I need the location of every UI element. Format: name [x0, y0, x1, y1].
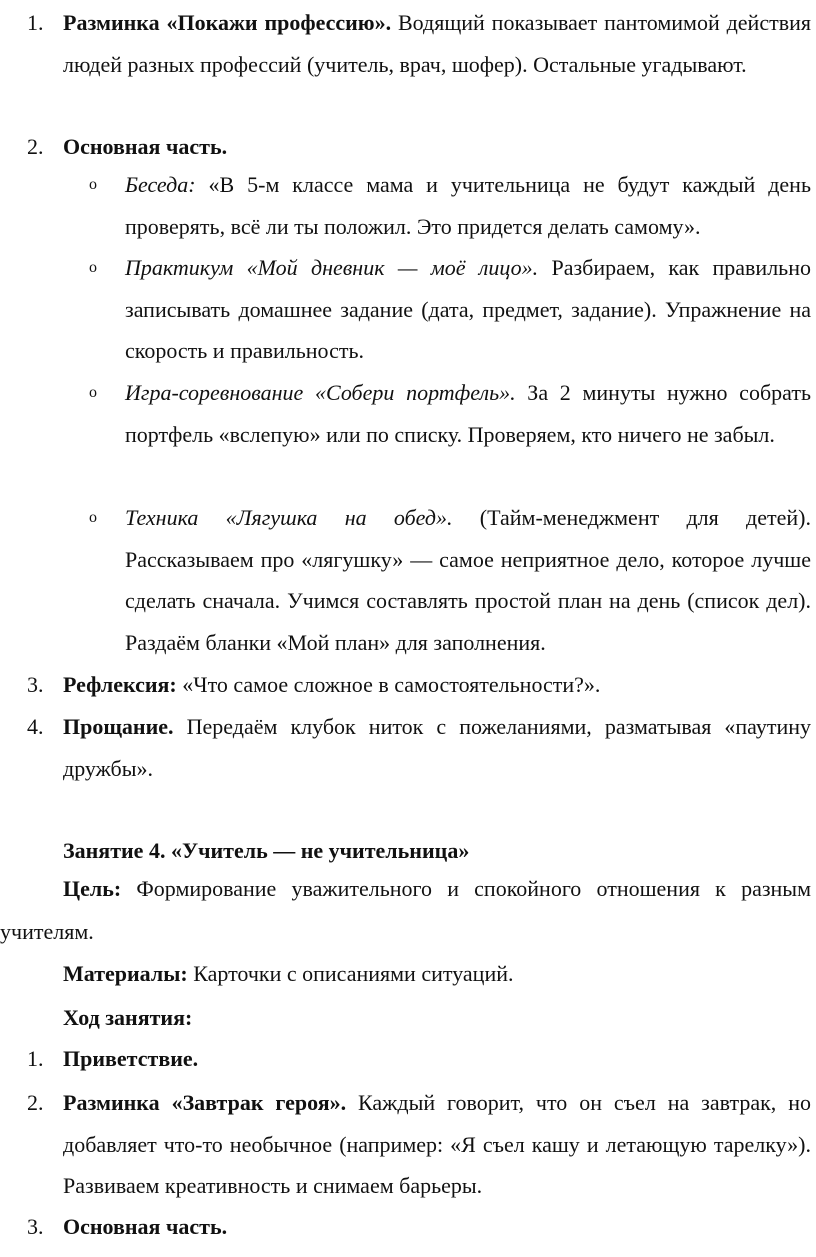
- bullet-icon: o: [89, 176, 97, 193]
- item-text: Водящий показывает пантомимой действия людей разных профессий (учитель, врач, шофер). Остальные угадывают.: [63, 10, 811, 77]
- list-number: 3.: [27, 1214, 44, 1239]
- lesson-heading-text: Занятие 4. «Учитель — не учительница»: [63, 838, 470, 863]
- list-number: 3.: [27, 672, 44, 697]
- materials-text: Карточки с описаниями ситуаций.: [187, 961, 514, 986]
- sub-list-item: [89, 497, 811, 663]
- item-text: Каждый говорит, что он съел на завтрак, но добавляет что-то необычное (например: «Я съел кашу и летающую тарелку»). Развиваем креативность и снимаем барьеры.: [63, 1090, 812, 1198]
- item-title: Рефлексия:: [63, 672, 177, 697]
- list-item: [27, 664, 811, 706]
- list-item: [27, 706, 811, 789]
- sub-list-item: [89, 372, 811, 455]
- list-number: 2.: [27, 134, 44, 159]
- lesson-goal: [0, 867, 811, 953]
- sub-item-title: Практикум «Мой дневник — моё лицо».: [125, 255, 539, 280]
- lesson-course: [63, 997, 811, 1039]
- item-title: Приветствие.: [63, 1046, 199, 1071]
- list-item: [27, 1038, 811, 1080]
- sub-item-text: Разбираем, как правильно записывать домашнее задание (дата, предмет, задание). Упражнение на скорость и правильность.: [125, 255, 811, 363]
- goal-text: Формирование уважительного и спокойного отношения к разным учителям.: [0, 876, 811, 944]
- materials-label: Материалы:: [63, 961, 188, 986]
- item-title: Основная часть.: [63, 1214, 228, 1239]
- sub-list-item: [89, 164, 811, 247]
- sub-item-text: «В 5-м классе мама и учительница не будут каждый день проверять, всё ли ты положил. Это придется делать самому».: [125, 172, 811, 239]
- item-title: Разминка «Завтрак героя».: [63, 1090, 347, 1115]
- list-item: [27, 126, 811, 168]
- sub-item-text: За 2 минуты нужно собрать портфель «вслепую» или по списку. Проверяем, кто ничего не забыл.: [125, 380, 811, 447]
- list-item: [27, 2, 811, 85]
- sub-item-text: (Тайм-менеджмент для детей). Рассказываем про «лягушку» — самое неприятное дело, которое лучше сделать сначала. Учимся составлять простой план на день (список дел). Раздаём бланки «Мой план» для заполнения.: [125, 505, 811, 655]
- item-title: Основная часть.: [63, 134, 228, 159]
- list-item: [27, 1082, 812, 1207]
- lesson-materials: [63, 953, 811, 995]
- goal-label: Цель:: [63, 876, 122, 901]
- sub-item-title: Беседа:: [125, 172, 196, 197]
- sub-item-title: Техника «Лягушка на обед».: [125, 505, 453, 530]
- list-number: 2.: [27, 1090, 44, 1115]
- item-title: Разминка «Покажи профессию».: [63, 10, 392, 35]
- sub-item-title: Игра-соревнование «Собери портфель».: [125, 380, 516, 405]
- item-text: Передаём клубок ниток с пожеланиями, разматывая «паутину дружбы».: [63, 714, 811, 781]
- list-number: 4.: [27, 714, 44, 739]
- sub-list-item: [89, 247, 811, 372]
- lesson-heading: [63, 830, 811, 872]
- bullet-icon: o: [89, 384, 97, 401]
- item-text: «Что самое сложное в самостоятельности?».: [176, 672, 601, 697]
- course-label: Ход занятия:: [63, 1005, 193, 1030]
- list-item: [27, 1206, 811, 1248]
- list-number: 1.: [27, 10, 44, 35]
- item-title: Прощание.: [63, 714, 174, 739]
- bullet-icon: o: [89, 509, 97, 526]
- list-number: 1.: [27, 1046, 44, 1071]
- bullet-icon: o: [89, 259, 97, 276]
